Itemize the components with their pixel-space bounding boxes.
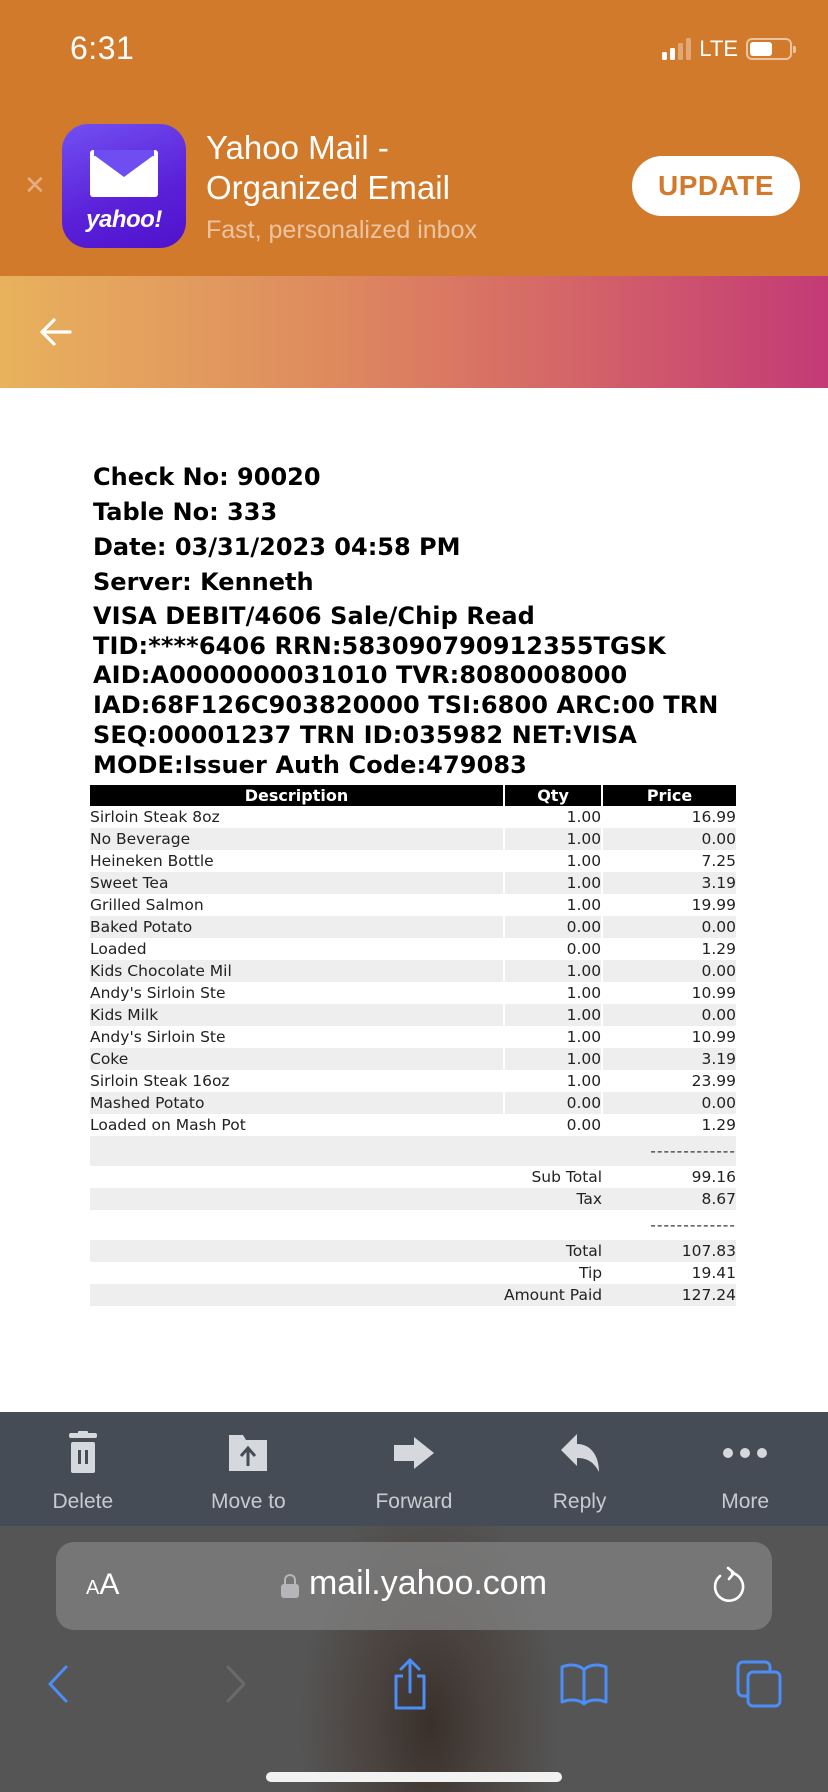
table-row	[90, 960, 736, 982]
item-price: 0.00	[602, 1092, 736, 1114]
more-dots-icon	[722, 1447, 768, 1459]
mail-action-toolbar	[0, 1412, 828, 1526]
text-size-button[interactable]: AA	[86, 1568, 120, 1601]
payment-line: VISA DEBIT/4606 Sale/Chip Read	[93, 602, 535, 630]
check-number: Check No: 90020	[93, 463, 321, 491]
envelope-icon	[90, 150, 158, 197]
item-price: 23.99	[602, 1070, 736, 1092]
table-row	[90, 1092, 736, 1114]
more-button[interactable]	[662, 1412, 828, 1526]
subtotal-row	[90, 1166, 736, 1188]
table-row	[90, 806, 736, 828]
item-price: 16.99	[602, 806, 736, 828]
item-qty: 1.00	[504, 872, 602, 894]
item-qty: 1.00	[504, 828, 602, 850]
table-row	[90, 1004, 736, 1026]
item-price: 0.00	[602, 916, 736, 938]
lock-icon	[281, 1574, 299, 1598]
item-qty: 1.00	[504, 960, 602, 982]
item-description: Sweet Tea	[90, 872, 504, 894]
item-qty: 1.00	[504, 1070, 602, 1092]
tip-label: Tip	[578, 1264, 603, 1282]
column-header-description: Description	[90, 785, 504, 806]
signal-icon	[662, 38, 691, 60]
table-row	[90, 916, 736, 938]
home-indicator[interactable]	[266, 1772, 562, 1782]
item-qty: 1.00	[504, 850, 602, 872]
update-button[interactable]: UPDATE	[632, 156, 800, 216]
item-description: Coke	[90, 1048, 504, 1070]
reply-button[interactable]	[497, 1412, 663, 1526]
item-description: Mashed Potato	[90, 1092, 504, 1114]
item-description: No Beverage	[90, 828, 504, 850]
delete-label: Delete	[52, 1490, 114, 1513]
browser-back-button[interactable]	[28, 1654, 88, 1714]
receipt-date: Date: 03/31/2023 04:58 PM	[93, 533, 461, 561]
url-text: mail.yahoo.com	[308, 1564, 548, 1602]
server-name: Server: Kenneth	[93, 568, 314, 596]
table-row	[90, 938, 736, 960]
item-description: Kids Milk	[90, 1004, 504, 1026]
table-header-row	[90, 785, 736, 806]
payment-line: IAD:68F126C903820000 TSI:6800 ARC:00 TRN	[93, 691, 719, 720]
item-price: 10.99	[602, 1026, 736, 1048]
item-description: Grilled Salmon	[90, 896, 204, 914]
browser-chrome	[0, 1526, 828, 1792]
item-qty: 1.00	[504, 894, 602, 916]
amount-paid-value: 127.24	[602, 1284, 736, 1306]
tip-value: 19.41	[691, 1264, 736, 1282]
tabs-button[interactable]	[730, 1654, 790, 1714]
reload-icon	[710, 1566, 748, 1606]
subtotal-label: Sub Total	[531, 1168, 603, 1186]
item-price: 0.00	[602, 828, 736, 850]
item-price: 1.29	[602, 938, 736, 960]
reply-arrow-icon	[559, 1432, 601, 1474]
tax-label: Tax	[504, 1188, 602, 1210]
tabs-icon	[736, 1660, 784, 1708]
table-row	[90, 1070, 736, 1092]
item-price: 0.00	[602, 960, 736, 982]
table-row	[90, 982, 736, 1004]
move-to-button[interactable]	[166, 1412, 332, 1526]
item-description: Andy's Sirloin Ste	[90, 1028, 226, 1046]
items-table	[90, 785, 736, 1306]
payment-details	[93, 602, 718, 780]
item-description: Heineken Bottle	[90, 852, 214, 870]
item-description: Andy's Sirloin Ste	[90, 984, 226, 1002]
item-description: Sirloin Steak 16oz	[90, 1072, 230, 1090]
move-folder-icon	[227, 1433, 269, 1473]
close-banner-button[interactable]	[24, 172, 46, 198]
item-qty: 0.00	[504, 916, 602, 938]
receipt-header	[93, 460, 461, 600]
tip-row	[90, 1262, 736, 1284]
forward-arrow-icon	[392, 1436, 436, 1470]
amount-paid-row	[90, 1284, 736, 1306]
address-bar[interactable]	[56, 1542, 772, 1630]
reply-label: Reply	[552, 1490, 607, 1513]
close-icon: ✕	[24, 170, 46, 200]
item-description: Loaded on Mash Pot	[90, 1116, 246, 1134]
separator-line: -------------	[650, 1216, 736, 1234]
book-icon	[559, 1662, 609, 1706]
more-label: More	[721, 1490, 770, 1513]
item-price: 0.00	[602, 1004, 736, 1026]
item-qty: 1.00	[504, 1026, 602, 1048]
email-body	[0, 388, 828, 1412]
total-row	[90, 1240, 736, 1262]
yahoo-logo: yahoo!	[86, 206, 162, 233]
column-header-price: Price	[602, 785, 736, 806]
status-indicators	[662, 36, 792, 62]
payment-line: TID:****6406 RRN:583090790912355TGSK	[93, 631, 666, 660]
item-qty: 0.00	[504, 1114, 602, 1136]
item-description: Sirloin Steak 8oz	[90, 808, 220, 826]
payment-line: MODE:Issuer Auth Code:479083	[93, 750, 527, 779]
payment-line: SEQ:00001237 TRN ID:035982 NET:VISA	[93, 720, 637, 749]
move-to-label: Move to	[211, 1490, 286, 1513]
item-qty: 0.00	[504, 938, 602, 960]
table-row	[90, 872, 736, 894]
bookmarks-button[interactable]	[554, 1654, 614, 1714]
item-price: 3.19	[602, 872, 736, 894]
mail-header	[0, 276, 828, 388]
browser-forward-button[interactable]	[206, 1654, 266, 1714]
reload-button[interactable]	[710, 1566, 748, 1606]
payment-line: AID:A0000000031010 TVR:8080008000	[93, 661, 628, 690]
item-qty: 1.00	[504, 1004, 602, 1026]
browser-nav-row	[0, 1654, 828, 1714]
tax-row	[90, 1188, 736, 1210]
table-row	[90, 1026, 736, 1048]
total-label: Total	[504, 1240, 602, 1262]
table-row	[90, 850, 736, 872]
amount-paid-label: Amount Paid	[503, 1286, 603, 1304]
separator-row	[90, 1136, 736, 1166]
item-price: 10.99	[602, 982, 736, 1004]
subtotal-value: 99.16	[691, 1168, 736, 1186]
banner-app-subtitle: Fast, personalized inbox	[206, 216, 477, 244]
separator-row	[90, 1210, 736, 1240]
share-button[interactable]	[380, 1654, 440, 1714]
app-banner	[0, 0, 828, 276]
table-row	[90, 894, 736, 916]
item-qty: 1.00	[504, 806, 602, 828]
back-arrow-icon	[38, 314, 74, 350]
chevron-left-icon	[46, 1664, 70, 1704]
total-value: 107.83	[602, 1240, 736, 1262]
back-button[interactable]	[38, 314, 74, 350]
forward-button[interactable]	[331, 1412, 497, 1526]
share-icon	[390, 1658, 430, 1710]
item-description: Loaded	[90, 940, 147, 958]
table-row	[90, 1048, 736, 1070]
item-qty: 1.00	[504, 1048, 602, 1070]
forward-label: Forward	[375, 1490, 453, 1513]
battery-icon	[746, 38, 792, 60]
item-price: 7.25	[602, 850, 736, 872]
item-description: Baked Potato	[90, 916, 504, 938]
chevron-right-icon	[224, 1664, 248, 1704]
tax-value: 8.67	[602, 1188, 736, 1210]
trash-icon	[63, 1431, 103, 1475]
delete-button[interactable]	[0, 1412, 166, 1526]
table-number: Table No: 333	[93, 498, 278, 526]
yahoo-mail-app-icon	[62, 124, 186, 248]
network-type: LTE	[699, 36, 738, 61]
table-row	[90, 828, 736, 850]
separator-line: -------------	[602, 1136, 736, 1166]
item-description: Kids Chocolate Mil	[90, 960, 504, 982]
status-time: 6:31	[70, 30, 135, 66]
item-qty: 0.00	[504, 1092, 602, 1114]
item-qty: 1.00	[504, 982, 602, 1004]
column-header-qty: Qty	[504, 785, 602, 806]
banner-app-title: Yahoo Mail - Organized Email	[206, 129, 450, 206]
item-price: 1.29	[602, 1114, 736, 1136]
item-price: 19.99	[602, 894, 736, 916]
item-price: 3.19	[602, 1048, 736, 1070]
table-row	[90, 1114, 736, 1136]
